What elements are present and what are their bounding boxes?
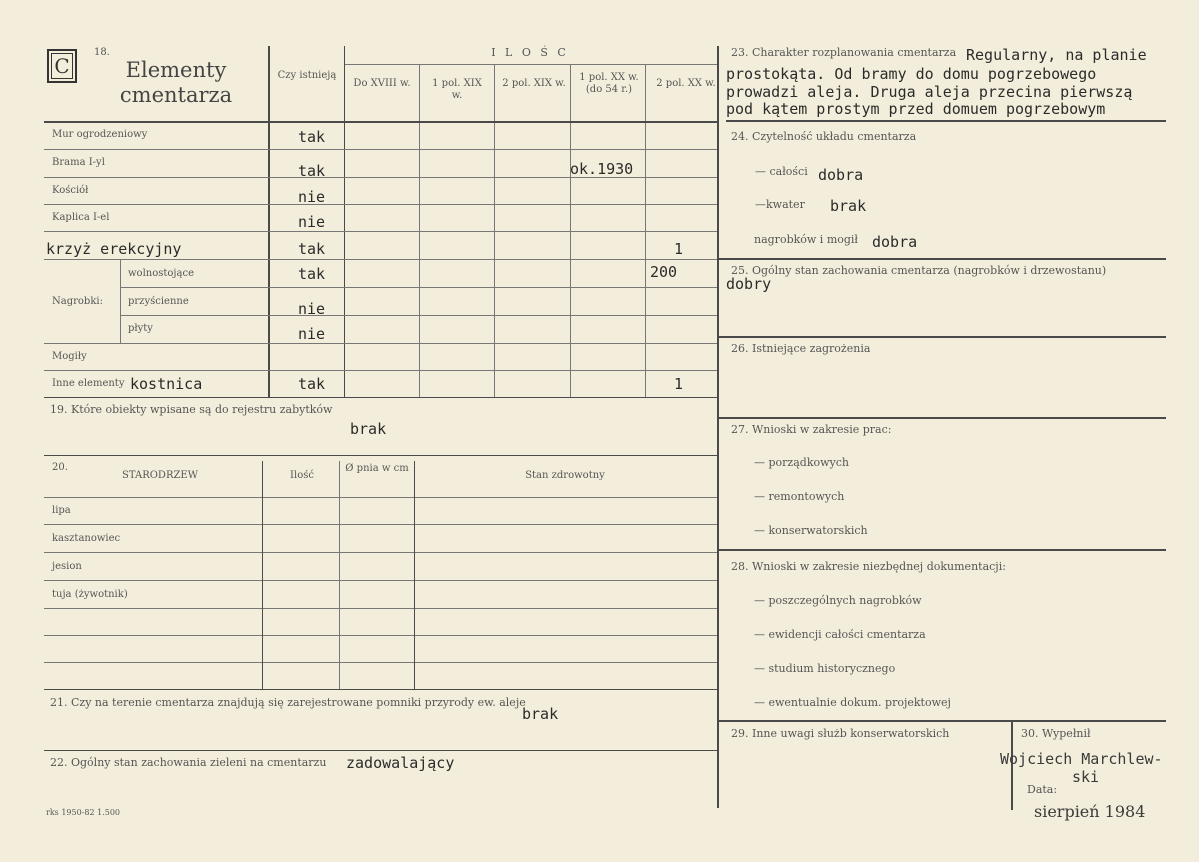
s30-name-line1: Wojciech Marchlew- <box>1000 750 1163 768</box>
s30-date-value: sierpień 1984 <box>1034 802 1146 821</box>
s28-label: 28. Wnioski w zakresie niezbędnej dokumentacji: <box>731 560 1006 573</box>
s29-label: 29. Inne uwagi służb konserwatorskich <box>731 727 950 740</box>
s28-item-design: — ewentualnie dokum. projektowej <box>754 696 951 709</box>
s20-col-qty: Ilość <box>290 470 314 481</box>
s27-item-conservation: — konserwatorskich <box>754 524 868 537</box>
s23-line4: pod kątem prostym przed domuem pogrzebowym <box>726 100 1106 118</box>
s20-col-diameter: Ø pnia w cm <box>345 463 409 474</box>
s24-sections-label: —kwater <box>755 198 805 211</box>
s27-item-repair: — remontowych <box>754 490 845 503</box>
s19-value: brak <box>350 420 387 438</box>
s24-whole-value: dobra <box>818 166 864 184</box>
row-label-chapel: Kaplica I-el <box>52 212 110 223</box>
s25-label: 25. Ogólny stan zachowania cmentarza (nagrobków i drzewostanu) <box>731 264 1107 277</box>
tree-row: tuja (żywotnik) <box>52 589 128 600</box>
exists-wall: tak <box>298 128 326 146</box>
s27-item-cleanup: — porządkowych <box>754 456 849 469</box>
s23-line1: Regularny, na planie <box>966 46 1147 64</box>
row-label-wall: Mur ogrodzeniowy <box>52 129 148 140</box>
exists-church: nie <box>298 188 326 206</box>
col-quantity-header: I L O Ś C <box>491 46 569 59</box>
print-footer: rks 1950-82 1.500 <box>46 808 121 817</box>
period-header-4: 1 pol. XX w. (do 54 r.) <box>579 72 639 95</box>
row-label-gate: Brama I-yl <box>52 157 105 168</box>
s20-number: 20. <box>52 462 68 473</box>
s21-value: brak <box>522 705 559 723</box>
s26-label: 26. Istniejące zagrożenia <box>731 342 871 355</box>
s20-col-health: Stan zdrowotny <box>525 470 605 481</box>
row-label-freestanding: wolnostojące <box>128 268 194 279</box>
s23-label: 23. Charakter rozplanowania cmentarza <box>731 46 957 59</box>
period-header-3: 2 pol. XIX w. <box>502 78 566 89</box>
s23-line2: prostokąta. Od bramy do domu pogrzebowego <box>726 65 1097 83</box>
exists-wall-mounted: nie <box>298 300 326 318</box>
s24-whole-label: — całości <box>755 165 808 178</box>
s18-title <box>108 58 244 108</box>
s28-item-records: — ewidencji całości cmentarza <box>754 628 926 641</box>
s24-sections-value: brak <box>830 197 867 215</box>
gate-period-4: ok.1930 <box>570 160 634 178</box>
other-period-5: 1 <box>674 375 684 393</box>
s18-number: 18. <box>94 47 110 58</box>
s30-label: 30. Wypełnił <box>1021 727 1091 740</box>
s28-item-tombstones: — poszczególnych nagrobków <box>754 594 922 607</box>
cross-period-5: 1 <box>674 240 684 258</box>
s20-col-name: STARODRZEW <box>122 470 198 481</box>
s18-title-line1: Elementy <box>125 58 227 82</box>
tree-row: kasztanowiec <box>52 533 121 544</box>
s22-value: zadowalający <box>346 754 455 772</box>
s24-graves-label: nagrobków i mogił <box>754 233 859 246</box>
period-header-2: 1 pol. XIX w. <box>432 78 482 101</box>
exists-chapel: nie <box>298 213 326 231</box>
exists-cross: tak <box>298 240 326 258</box>
s24-label: 24. Czytelność układu cmentarza <box>731 130 917 143</box>
s30-name-line2: ski <box>1072 768 1100 786</box>
exists-slabs: nie <box>298 325 326 343</box>
row-label-cross: krzyż erekcyjny <box>46 240 182 258</box>
s18-title-line2: cmentarza <box>119 83 233 107</box>
s25-value: dobry <box>726 275 772 293</box>
col-exists-header: Czy istnieją <box>277 70 337 81</box>
s21-label: 21. Czy na terenie cmentarza znajdują się zarejestrowane pomniki przyrody ew. aleje <box>50 696 526 709</box>
s28-item-history: — studium historycznego <box>754 662 896 675</box>
tombstones-group-label: Nagrobki: <box>52 296 103 307</box>
s22-label: 22. Ogólny stan zachowania zieleni na cmentarzu <box>50 756 327 769</box>
row-label-slabs: płyty <box>128 323 153 334</box>
row-label-graves: Mogiły <box>52 351 87 362</box>
row-label-wall-mounted: przyścienne <box>128 296 189 307</box>
row-label-church: Kościół <box>52 185 89 196</box>
period-header-1: Do XVIII w. <box>353 78 411 89</box>
period-header-5: 2 pol. XX w. <box>656 78 716 89</box>
freestanding-period-5: 200 <box>650 263 678 281</box>
s23-line3: prowadzi aleja. Druga aleja przecina pierwszą <box>726 83 1133 101</box>
s24-graves-value: dobra <box>872 233 918 251</box>
row-label-other: Inne elementy <box>52 378 125 389</box>
exists-freestanding: tak <box>298 265 326 283</box>
s19-label: 19. Które obiekty wpisane są do rejestru zabytków <box>50 403 333 416</box>
row-value-other: kostnica <box>130 375 203 393</box>
s27-label: 27. Wnioski w zakresie prac: <box>731 423 892 436</box>
card-letter-box: C <box>47 49 77 83</box>
exists-other: tak <box>298 375 326 393</box>
tree-row: lipa <box>52 505 71 516</box>
s30-date-label: Data: <box>1027 783 1058 796</box>
exists-gate: tak <box>298 162 326 180</box>
tree-row: jesion <box>52 561 82 572</box>
